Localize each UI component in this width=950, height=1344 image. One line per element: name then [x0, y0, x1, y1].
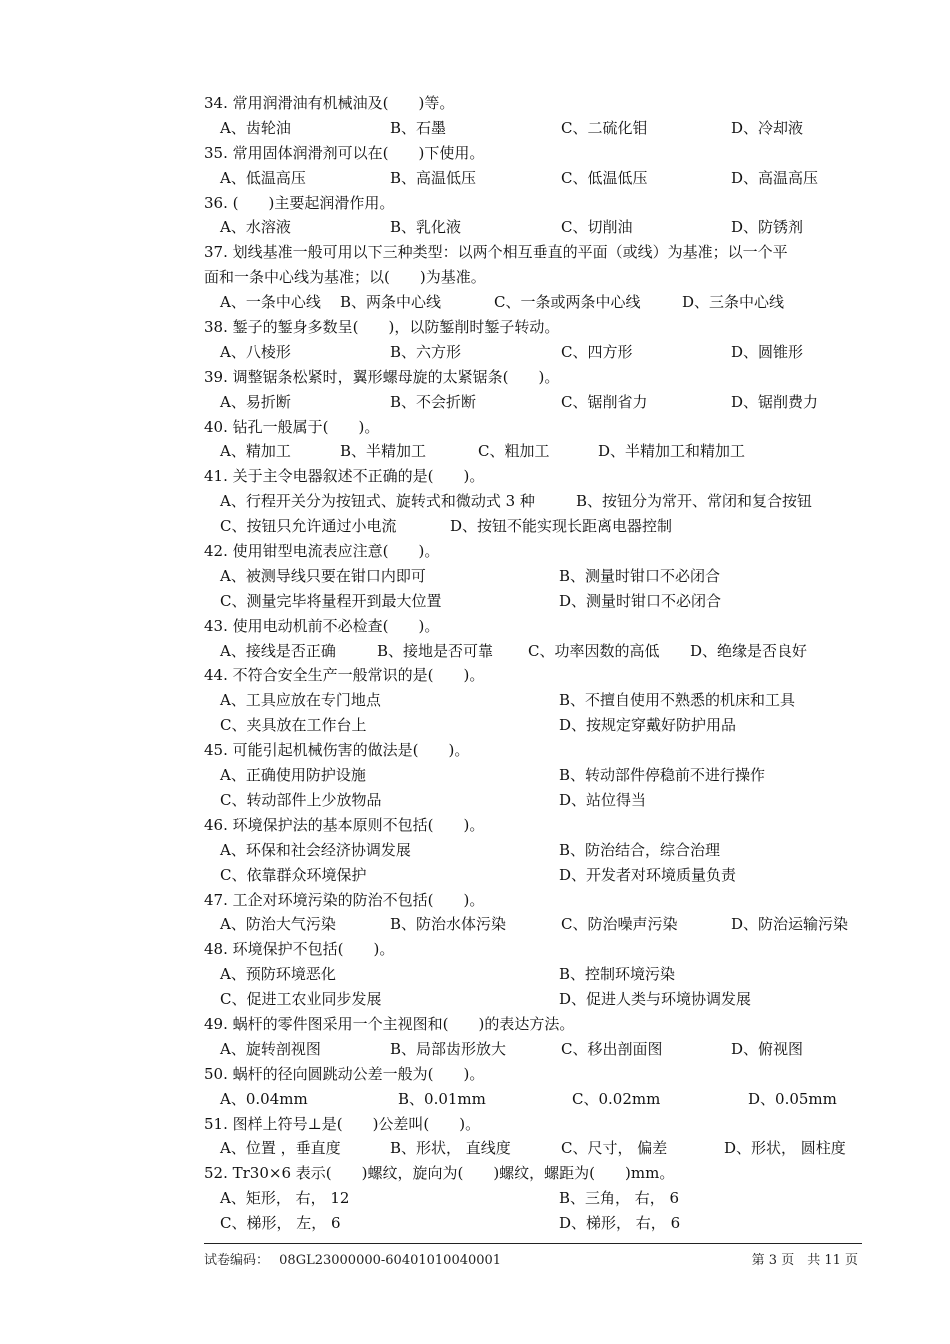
option-b: B、测量时钳口不必闭合 [559, 566, 721, 585]
question-stem: 42. 使用钳型电流表应注意( )。 [204, 542, 440, 561]
option-c: C、依靠群众环境保护 [220, 865, 367, 884]
question-stem: 34. 常用润滑油有机械油及( )等。 [204, 94, 455, 112]
option-row [204, 564, 864, 589]
question-stem: 41. 关于主令电器叙述不正确的是( )。 [204, 467, 485, 486]
question-stem: 47. 工企对环境污染的防治不包括( )。 [204, 890, 485, 909]
option-c: C、按钮只允许通过小电流 [220, 517, 397, 536]
option-a: A、环保和社会经济协调发展 [220, 840, 411, 859]
option-b: B、防治水体污染 [390, 915, 507, 934]
option-d: D、锯削费力 [731, 392, 819, 411]
option-c: C、梯形， 左， 6 [220, 1214, 341, 1233]
question-stem: 45. 可能引起机械伤害的做法是( )。 [204, 741, 470, 760]
option-c: C、转动部件上少放物品 [220, 790, 382, 809]
option-row [204, 639, 864, 664]
option-row [204, 1037, 864, 1062]
option-a: A、被测导线只要在钳口内即可 [220, 566, 426, 585]
option-row [204, 863, 864, 888]
option-row [204, 514, 864, 539]
option-row [204, 763, 864, 788]
option-c: C、防治噪声污染 [561, 915, 678, 934]
option-c: C、促进工农业同步发展 [220, 990, 382, 1009]
option-b: B、不会折断 [390, 392, 477, 411]
option-a: A、齿轮油 [220, 118, 291, 137]
option-d: D、0.05mm [748, 1089, 837, 1108]
option-a: A、矩形， 右， 12 [220, 1189, 350, 1208]
question-list [204, 91, 864, 1236]
option-c: C、切削油 [561, 218, 633, 237]
question-stem-continued: 面和一条中心线为基准；以( )为基准。 [204, 268, 486, 287]
option-row [204, 166, 864, 191]
option-b: B、防治结合，综合治理 [559, 840, 721, 859]
question-stem: 36. ( )主要起润滑作用。 [204, 193, 395, 212]
question-stem: 49. 蜗杆的零件图采用一个主视图和( )的表达方法。 [204, 1014, 575, 1033]
option-b: B、两条中心线 [340, 293, 442, 312]
option-d: D、促进人类与环境协调发展 [559, 990, 752, 1009]
option-b: B、接地是否可靠 [377, 641, 494, 660]
option-a: A、防治大气污染 [220, 915, 336, 934]
option-b: B、六方形 [390, 342, 462, 361]
option-b: B、高温低压 [390, 168, 477, 187]
option-d: D、圆锥形 [731, 342, 804, 361]
option-a: A、一条中心线 [220, 293, 321, 312]
option-row [204, 390, 864, 415]
option-a: A、低温高压 [220, 168, 306, 187]
question-stem: 48. 环境保护不包括( )。 [204, 940, 395, 959]
option-row [204, 340, 864, 365]
option-row [204, 713, 864, 738]
page-number: 第 3 页 共 11 页 [751, 1253, 858, 1268]
option-row [204, 962, 864, 987]
option-d: D、开发者对环境质量负责 [559, 865, 737, 884]
option-c: C、功率因数的高低 [528, 641, 660, 660]
option-c: C、低温低压 [561, 168, 648, 187]
option-a: A、水溶液 [220, 218, 291, 237]
option-b: B、三角， 右， 6 [559, 1189, 680, 1208]
option-row [204, 1136, 864, 1161]
option-d: D、半精加工和精加工 [598, 442, 746, 461]
footer-divider [204, 1243, 862, 1244]
exam-code [204, 1249, 501, 1268]
option-b: B、石墨 [390, 118, 447, 137]
option-b: B、按钮分为常开、常闭和复合按钮 [576, 492, 813, 511]
question-stem: 39. 调整锯条松紧时，翼形螺母旋的太紧锯条( )。 [204, 367, 560, 386]
option-a: A、易折断 [220, 392, 291, 411]
option-row [204, 838, 864, 863]
question-stem: 52. Tr30×6 表示( )螺纹，旋向为( )螺纹，螺距为( )mm。 [204, 1164, 675, 1183]
option-d: D、形状， 圆柱度 [724, 1139, 846, 1158]
option-c: C、尺寸， 偏差 [561, 1139, 668, 1158]
option-d: D、高温高压 [731, 168, 819, 187]
option-b: B、转动部件停稳前不进行操作 [559, 766, 766, 785]
option-row [204, 1186, 864, 1211]
option-b: B、不擅自使用不熟悉的机床和工具 [559, 691, 796, 710]
option-d: D、三条中心线 [682, 293, 785, 312]
question-stem: 40. 钻孔一般属于( )。 [204, 417, 380, 436]
option-a: A、正确使用防护设施 [220, 766, 366, 785]
option-c: C、移出剖面图 [561, 1039, 663, 1058]
option-c: C、一条或两条中心线 [494, 293, 641, 312]
option-b: B、0.01mm [398, 1089, 486, 1108]
option-row [204, 912, 864, 937]
option-d: D、测量时钳口不必闭合 [559, 591, 722, 610]
option-a: A、接线是否正确 [220, 641, 336, 660]
option-a: A、0.04mm [220, 1089, 308, 1108]
option-c: C、0.02mm [572, 1089, 661, 1108]
question-stem: 46. 环境保护法的基本原则不包括( )。 [204, 815, 485, 834]
option-d: D、俯视图 [731, 1039, 804, 1058]
option-a: A、位置 ，垂直度 [220, 1139, 341, 1158]
option-row [204, 290, 864, 315]
option-d: D、按钮不能实现长距离电器控制 [450, 517, 673, 536]
question-stem: 37. 划线基准一般可用以下三种类型：以两个相互垂直的平面（或线）为基准；以一个平 [204, 243, 788, 262]
option-row [204, 688, 864, 713]
question-stem: 51. 图样上符号⊥是( )公差叫( )。 [204, 1114, 481, 1133]
option-row [204, 439, 864, 464]
option-row [204, 1087, 864, 1112]
option-c: C、粗加工 [478, 442, 550, 461]
option-d: D、按规定穿戴好防护用品 [559, 716, 737, 735]
exam-code-label: 试卷编码： [204, 1253, 270, 1268]
option-c: C、夹具放在工作台上 [220, 716, 367, 735]
option-c: C、四方形 [561, 342, 633, 361]
option-b: B、半精加工 [340, 442, 427, 461]
option-a: A、行程开关分为按钮式、旋转式和微动式 3 种 [220, 492, 535, 511]
option-a: A、精加工 [220, 442, 291, 461]
option-b: B、乳化液 [390, 218, 462, 237]
option-row [204, 489, 864, 514]
option-c: C、锯削省力 [561, 392, 648, 411]
question-stem: 38. 錾子的錾身多数呈( )，以防錾削时錾子转动。 [204, 318, 560, 337]
option-c: C、测量完毕将量程开到最大位置 [220, 591, 442, 610]
option-d: D、梯形， 右， 6 [559, 1214, 681, 1233]
option-a: A、预防环境恶化 [220, 965, 336, 984]
option-d: D、绝缘是否良好 [690, 641, 808, 660]
option-b: B、形状， 直线度 [390, 1139, 511, 1158]
option-row [204, 215, 864, 240]
question-stem: 50. 蜗杆的径向圆跳动公差一般为( )。 [204, 1064, 485, 1083]
option-row [204, 116, 864, 141]
exam-code-value: 08GL23000000-60401010040001 [279, 1253, 502, 1268]
option-b: B、控制环境污染 [559, 965, 676, 984]
option-row [204, 987, 864, 1012]
option-row [204, 788, 864, 813]
option-c: C、二硫化钼 [561, 118, 648, 137]
option-row [204, 589, 864, 614]
question-stem: 35. 常用固体润滑剂可以在( )下使用。 [204, 143, 485, 162]
option-d: D、防治运输污染 [731, 915, 849, 934]
option-a: A、旋转剖视图 [220, 1039, 321, 1058]
option-a: A、工具应放在专门地点 [220, 691, 381, 710]
option-d: D、防锈剂 [731, 218, 804, 237]
option-a: A、八棱形 [220, 342, 291, 361]
option-b: B、局部齿形放大 [390, 1039, 507, 1058]
option-row [204, 1211, 864, 1236]
option-d: D、站位得当 [559, 790, 647, 809]
option-d: D、冷却液 [731, 118, 804, 137]
question-stem: 44. 不符合安全生产一般常识的是( )。 [204, 666, 485, 685]
question-stem: 43. 使用电动机前不必检查( )。 [204, 616, 440, 635]
